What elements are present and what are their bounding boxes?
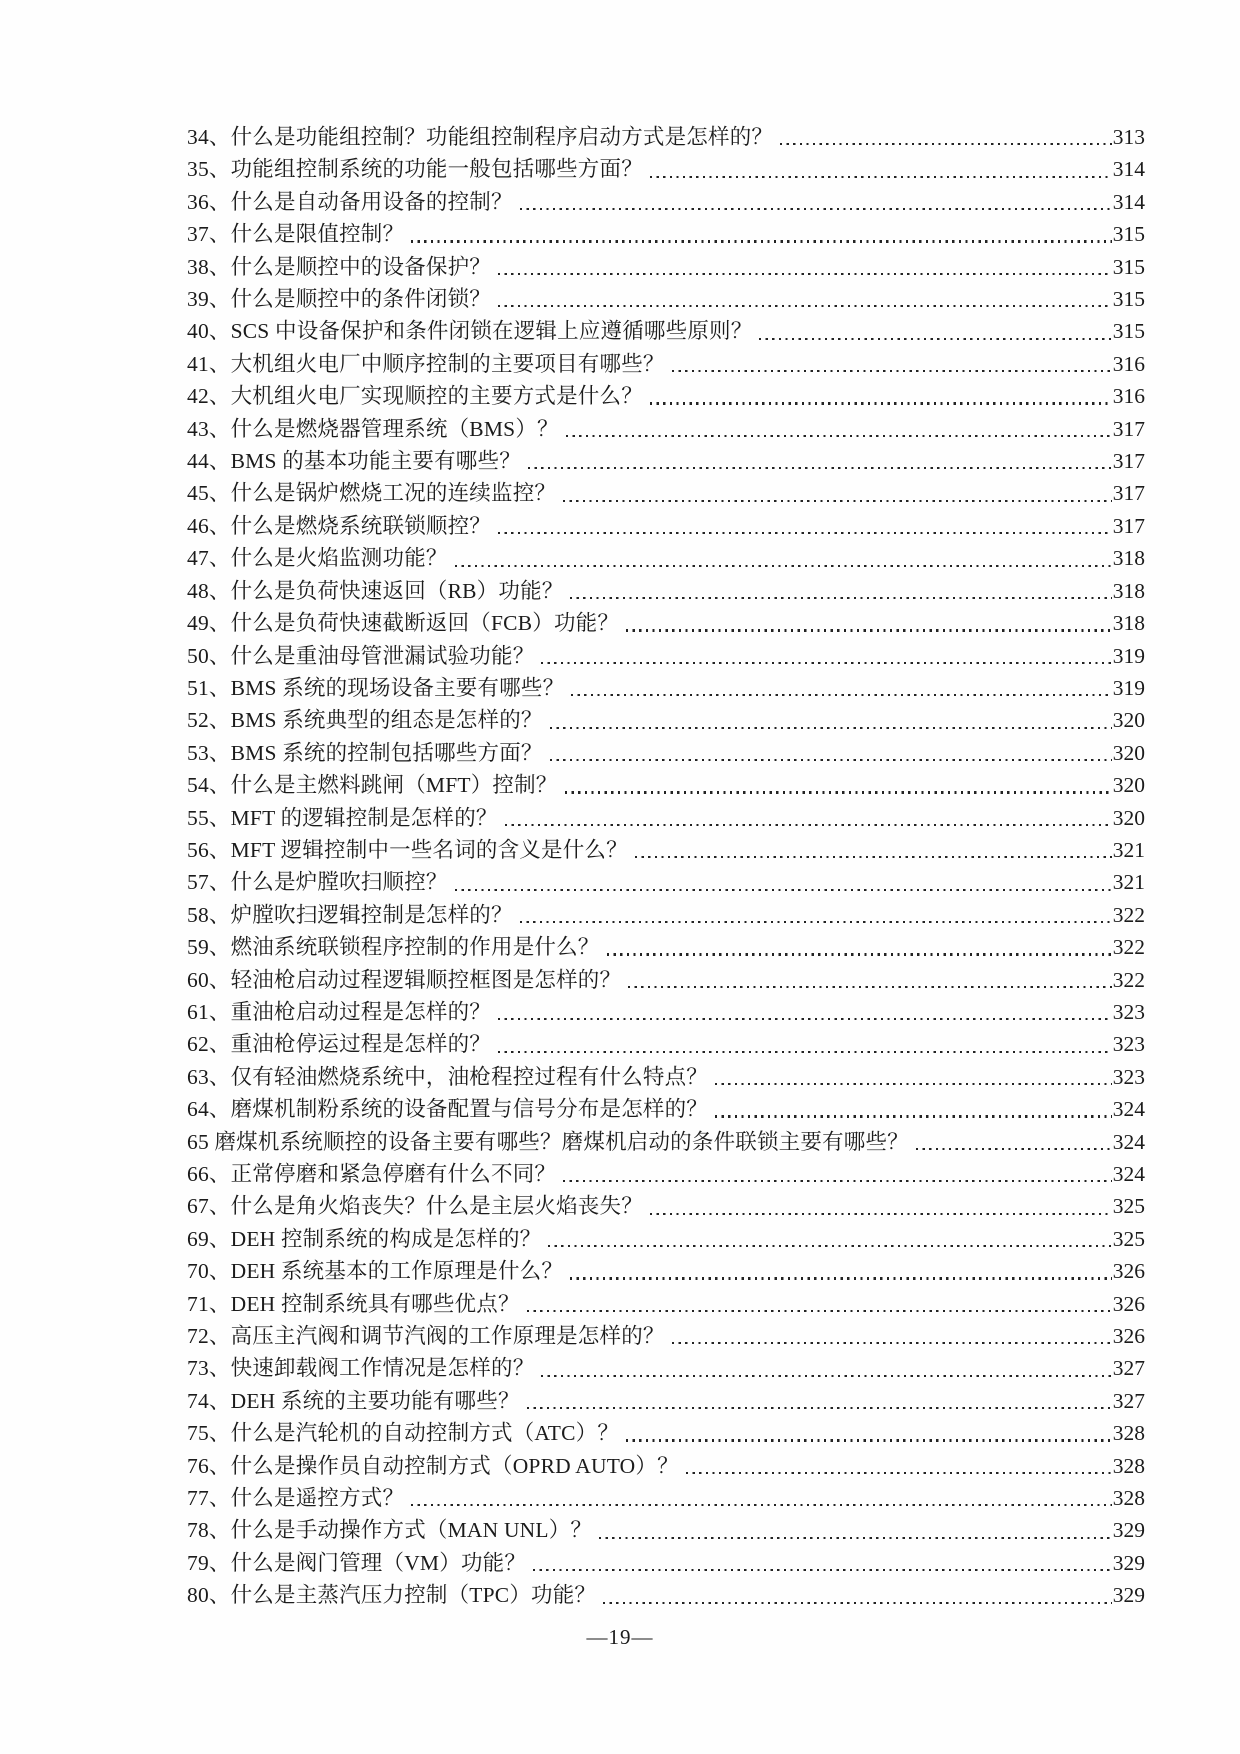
dot-leader	[570, 1255, 1112, 1287]
toc-entry-title: 77、什么是遥控方式？	[187, 1486, 405, 1511]
toc-list	[187, 121, 1145, 1612]
toc-entry-page: 327	[1112, 1388, 1145, 1413]
dot-leader	[505, 802, 1112, 834]
toc-entry	[187, 1417, 1145, 1449]
dot-leader	[548, 1223, 1111, 1255]
toc-entry	[187, 1450, 1145, 1482]
dot-leader	[498, 251, 1112, 283]
toc-entry	[187, 1352, 1145, 1384]
toc-entry	[187, 315, 1145, 347]
toc-entry-page: 327	[1112, 1356, 1145, 1381]
dot-leader	[498, 1028, 1112, 1060]
dot-leader	[570, 575, 1111, 607]
toc-entry	[187, 445, 1145, 477]
dot-leader	[533, 1547, 1112, 1579]
toc-entry	[187, 477, 1145, 509]
toc-entry-page: 322	[1112, 935, 1145, 960]
toc-entry-page: 319	[1112, 643, 1145, 668]
toc-entry	[187, 931, 1145, 963]
dot-leader	[563, 477, 1112, 509]
toc-entry-page: 329	[1112, 1583, 1145, 1608]
toc-entry-title: 80、什么是主蒸汽压力控制（TPC）功能？	[187, 1583, 597, 1608]
toc-entry-page: 318	[1112, 546, 1145, 571]
toc-entry	[187, 1482, 1145, 1514]
toc-entry-page: 325	[1112, 1194, 1145, 1219]
toc-entry	[187, 1126, 1145, 1158]
toc-entry-page: 320	[1112, 740, 1145, 765]
toc-entry-title: 60、轻油枪启动过程逻辑顺控框图是怎样的？	[187, 967, 622, 992]
toc-entry	[187, 283, 1145, 315]
toc-entry	[187, 1255, 1145, 1287]
toc-entry	[187, 413, 1145, 445]
toc-entry-title: 72、高压主汽阀和调节汽阀的工作原理是怎样的？	[187, 1324, 665, 1349]
toc-entry-page: 320	[1112, 805, 1145, 830]
toc-entry-title: 73、快速卸载阀工作情况是怎样的？	[187, 1356, 535, 1381]
footer-page-number: —19—	[586, 1625, 654, 1649]
dot-leader	[916, 1126, 1112, 1158]
dot-leader	[565, 769, 1112, 801]
dot-leader	[626, 1417, 1112, 1449]
toc-entry-page: 316	[1112, 351, 1145, 376]
toc-entry-title: 42、大机组火电厂实现顺控的主要方式是什么？	[187, 384, 643, 409]
toc-entry-title: 54、什么是主燃料跳闸（MFT）控制？	[187, 773, 558, 798]
toc-entry-title: 62、重油枪停运过程是怎样的？	[187, 1032, 492, 1057]
toc-entry-page: 320	[1112, 773, 1145, 798]
dot-leader	[527, 1385, 1112, 1417]
dot-leader	[635, 834, 1112, 866]
toc-entry-page: 324	[1112, 1097, 1145, 1122]
toc-entry	[187, 996, 1145, 1028]
toc-entry	[187, 1223, 1145, 1255]
toc-entry-title: 37、什么是限值控制？	[187, 222, 405, 247]
toc-entry	[187, 542, 1145, 574]
dot-leader	[603, 1579, 1112, 1611]
toc-entry	[187, 1190, 1145, 1222]
toc-entry-title: 71、DEH 控制系统具有哪些优点？	[187, 1291, 520, 1316]
toc-entry-title: 52、BMS 系统典型的组态是怎样的？	[187, 708, 543, 733]
toc-entry	[187, 640, 1145, 672]
dot-leader	[455, 542, 1112, 574]
dot-leader	[571, 672, 1111, 704]
toc-entry-title: 76、什么是操作员自动控制方式（OPRD AUTO）？	[187, 1453, 679, 1478]
toc-entry	[187, 1579, 1145, 1611]
toc-entry-page: 317	[1112, 481, 1145, 506]
toc-entry-page: 328	[1112, 1453, 1145, 1478]
toc-entry	[187, 251, 1145, 283]
dot-leader	[520, 186, 1112, 218]
toc-entry-page: 323	[1112, 1032, 1145, 1057]
toc-entry-page: 329	[1112, 1518, 1145, 1543]
toc-entry-title: 69、DEH 控制系统的构成是怎样的？	[187, 1226, 542, 1251]
toc-entry	[187, 380, 1145, 412]
toc-entry-page: 326	[1112, 1259, 1145, 1284]
toc-entry	[187, 510, 1145, 542]
toc-entry-page: 328	[1112, 1421, 1145, 1446]
toc-entry-title: 34、什么是功能组控制？功能组控制程序启动方式是怎样的？	[187, 125, 774, 149]
toc-entry-page: 324	[1112, 1129, 1145, 1154]
toc-entry-title: 53、BMS 系统的控制包括哪些方面？	[187, 740, 543, 765]
toc-entry-title: 57、什么是炉膛吹扫顺控？	[187, 870, 448, 895]
page-footer	[0, 1622, 1240, 1652]
dot-leader	[686, 1450, 1112, 1482]
toc-entry	[187, 1320, 1145, 1352]
toc-entry	[187, 769, 1145, 801]
toc-entry	[187, 1093, 1145, 1125]
toc-entry-page: 318	[1112, 578, 1145, 603]
dot-leader	[628, 964, 1112, 996]
toc-entry-page: 321	[1112, 870, 1145, 895]
dot-leader	[715, 1061, 1112, 1093]
toc-entry-title: 79、什么是阀门管理（VM）功能？	[187, 1550, 527, 1575]
toc-entry-page: 318	[1112, 611, 1145, 636]
toc-entry	[187, 866, 1145, 898]
toc-entry-title: 44、BMS 的基本功能主要有哪些？	[187, 449, 521, 474]
dot-leader	[759, 315, 1111, 347]
dot-leader	[626, 607, 1112, 639]
toc-entry	[187, 607, 1145, 639]
toc-entry-title: 38、什么是顺控中的设备保护？	[187, 254, 492, 279]
toc-entry	[187, 1028, 1145, 1060]
toc-entry-page: 321	[1112, 837, 1145, 862]
toc-entry-title: 67、什么是角火焰丧失？什么是主层火焰丧失？	[187, 1194, 643, 1219]
dot-leader	[650, 380, 1112, 412]
toc-entry	[187, 737, 1145, 769]
toc-entry-page: 316	[1112, 384, 1145, 409]
dot-leader	[411, 218, 1112, 250]
toc-entry-title: 46、什么是燃烧系统联锁顺控？	[187, 513, 492, 538]
toc-entry-page: 323	[1112, 1064, 1145, 1089]
dot-leader	[527, 1288, 1112, 1320]
dot-leader	[672, 1320, 1112, 1352]
toc-entry-title: 50、什么是重油母管泄漏试验功能？	[187, 643, 535, 668]
dot-leader	[607, 931, 1112, 963]
toc-entry-title: 51、BMS 系统的现场设备主要有哪些？	[187, 675, 565, 700]
toc-entry-title: 59、燃油系统联锁程序控制的作用是什么？	[187, 935, 600, 960]
toc-entry-title: 55、MFT 的逻辑控制是怎样的？	[187, 805, 498, 830]
toc-entry	[187, 348, 1145, 380]
toc-entry	[187, 964, 1145, 996]
toc-entry-page: 314	[1112, 189, 1145, 214]
toc-entry-page: 317	[1112, 513, 1145, 538]
toc-entry-title: 65 磨煤机系统顺控的设备主要有哪些？磨煤机启动的条件联锁主要有哪些？	[187, 1129, 909, 1154]
toc-entry-title: 49、什么是负荷快速截断返回（FCB）功能？	[187, 611, 620, 636]
toc-entry-title: 45、什么是锅炉燃烧工况的连续监控？	[187, 481, 557, 506]
dot-leader	[498, 996, 1112, 1028]
toc-entry-title: 40、SCS 中设备保护和条件闭锁在逻辑上应遵循哪些原则？	[187, 319, 753, 344]
toc-entry-page: 315	[1112, 222, 1145, 247]
toc-entry-page: 319	[1112, 675, 1145, 700]
dot-leader	[541, 1352, 1111, 1384]
toc-entry	[187, 1514, 1145, 1546]
toc-entry	[187, 1158, 1145, 1190]
toc-entry-title: 70、DEH 系统基本的工作原理是什么？	[187, 1259, 564, 1284]
toc-entry	[187, 1547, 1145, 1579]
toc-entry-page: 315	[1112, 287, 1145, 312]
toc-entry-page: 326	[1112, 1291, 1145, 1316]
dot-leader	[780, 121, 1112, 153]
toc-entry-page: 315	[1112, 319, 1145, 344]
toc-entry-page: 317	[1112, 449, 1145, 474]
toc-entry-title: 63、仅有轻油燃烧系统中，油枪程控过程有什么特点？	[187, 1064, 709, 1089]
toc-entry-title: 58、炉膛吹扫逻辑控制是怎样的？	[187, 902, 513, 927]
dot-leader	[566, 413, 1112, 445]
dot-leader	[599, 1514, 1112, 1546]
toc-entry	[187, 121, 1145, 153]
toc-entry	[187, 218, 1145, 250]
toc-entry	[187, 1385, 1145, 1417]
dot-leader	[550, 737, 1112, 769]
dot-leader	[528, 445, 1112, 477]
toc-entry-title: 75、什么是汽轮机的自动控制方式（ATC）？	[187, 1421, 620, 1446]
dot-leader	[550, 704, 1112, 736]
toc-entry	[187, 672, 1145, 704]
toc-entry-title: 35、功能组控制系统的功能一般包括哪些方面？	[187, 157, 643, 182]
toc-entry-title: 56、MFT 逻辑控制中一些名词的含义是什么？	[187, 837, 628, 862]
toc-entry	[187, 704, 1145, 736]
dot-leader	[498, 283, 1112, 315]
dot-leader	[650, 153, 1112, 185]
dot-leader	[455, 866, 1112, 898]
toc-entry	[187, 575, 1145, 607]
toc-entry	[187, 802, 1145, 834]
toc-entry-title: 48、什么是负荷快速返回（RB）功能？	[187, 578, 564, 603]
toc-entry	[187, 899, 1145, 931]
dot-leader	[672, 348, 1112, 380]
dot-leader	[498, 510, 1112, 542]
dot-leader	[520, 899, 1112, 931]
toc-entry	[187, 1061, 1145, 1093]
toc-entry	[187, 153, 1145, 185]
toc-entry-title: 61、重油枪启动过程是怎样的？	[187, 999, 492, 1024]
toc-entry-title: 78、什么是手动操作方式（MAN UNL）？	[187, 1518, 593, 1543]
toc-entry-page: 328	[1112, 1486, 1145, 1511]
toc-entry-title: 66、正常停磨和紧急停磨有什么不同？	[187, 1162, 557, 1186]
toc-entry-page: 324	[1112, 1162, 1145, 1186]
toc-entry-page: 322	[1112, 967, 1145, 992]
dot-leader	[411, 1482, 1112, 1514]
toc-entry-page: 323	[1112, 999, 1145, 1024]
toc-entry	[187, 186, 1145, 218]
toc-entry-title: 74、DEH 系统的主要功能有哪些？	[187, 1388, 520, 1413]
toc-entry-page: 315	[1112, 254, 1145, 279]
toc-entry-title: 43、什么是燃烧器管理系统（BMS）？	[187, 416, 559, 441]
dot-leader	[563, 1158, 1112, 1190]
dot-leader	[650, 1190, 1112, 1222]
toc-entry-page: 329	[1112, 1550, 1145, 1575]
toc-entry-page: 314	[1112, 157, 1145, 182]
toc-entry-page: 313	[1112, 125, 1145, 149]
toc-entry-page: 320	[1112, 708, 1145, 733]
toc-entry-title: 47、什么是火焰监测功能？	[187, 546, 448, 571]
dot-leader	[541, 640, 1111, 672]
toc-entry	[187, 1288, 1145, 1320]
toc-entry-page: 325	[1112, 1226, 1145, 1251]
toc-entry-page: 326	[1112, 1324, 1145, 1349]
toc-entry-page: 322	[1112, 902, 1145, 927]
dot-leader	[715, 1093, 1112, 1125]
toc-entry-title: 64、磨煤机制粉系统的设备配置与信号分布是怎样的？	[187, 1097, 709, 1122]
toc-entry	[187, 834, 1145, 866]
toc-entry-title: 41、大机组火电厂中顺序控制的主要项目有哪些？	[187, 351, 665, 376]
toc-entry-page: 317	[1112, 416, 1145, 441]
toc-entry-title: 36、什么是自动备用设备的控制？	[187, 189, 513, 214]
toc-entry-title: 39、什么是顺控中的条件闭锁？	[187, 287, 492, 312]
